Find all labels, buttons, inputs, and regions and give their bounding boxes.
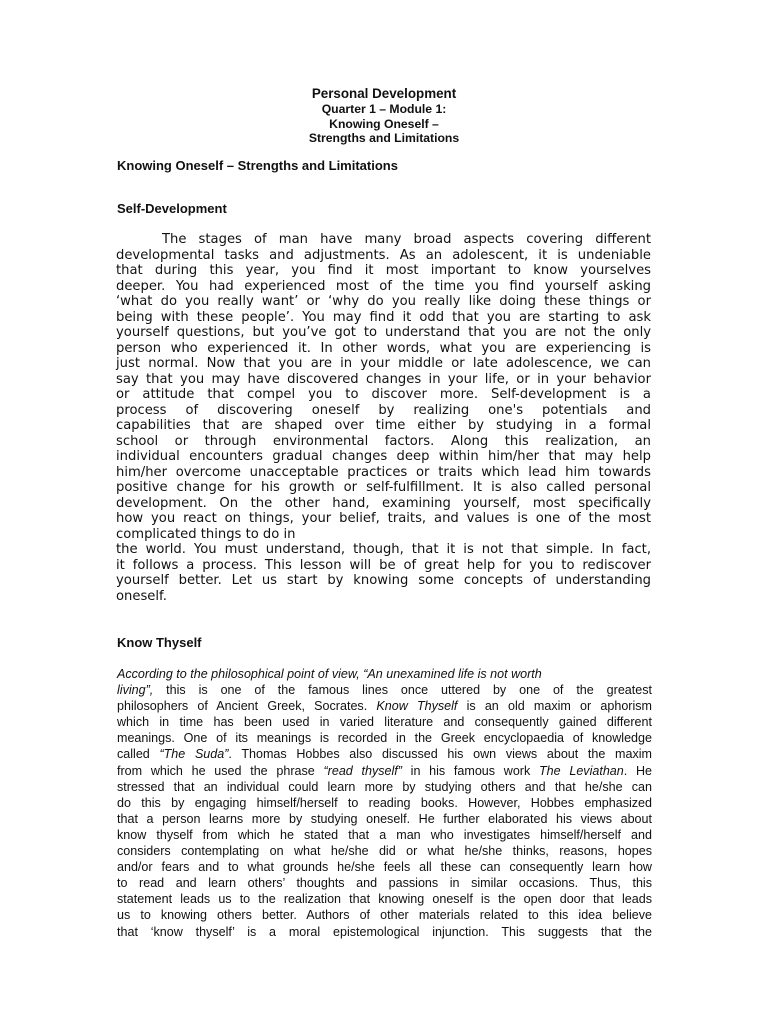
paragraph-line: deeper. You had experienced most of the time you find yourself asking	[116, 278, 651, 294]
paragraph-line: considers contemplating on what he/she did or what he/she thinks, reasons, hopes	[117, 844, 652, 859]
maxim-title: Know Thyself	[376, 699, 458, 714]
paragraph-line: yourself better. Let us start by knowing some concepts of understanding	[116, 573, 651, 588]
paragraph-line: that ‘know thyself’ is a moral epistemological injunction. This suggests that the	[117, 924, 652, 939]
paragraph-line: capabilities that are shaped over time either by studying in a formal	[116, 418, 651, 433]
paragraph-line: called “The Suda”. Thomas Hobbes also discussed his own views about the maxim	[117, 747, 652, 762]
paragraph-line: which in time has been used in varied literature and consequently gained different	[117, 715, 652, 730]
know-thyself-heading: Know Thyself	[117, 635, 202, 650]
paragraph-line: living”, this is one of the famous lines once uttered by one of the greatest	[117, 683, 652, 698]
paragraph-line: philosophers of Ancient Greek, Socrates. Know Thyself is an old maxim or aphorism	[117, 699, 652, 714]
paragraph-line: how you react on things, your belief, traits, and values is one of the most	[116, 511, 651, 526]
paragraph-line: or attitude that compel you to discover more. Self-development is a	[116, 387, 651, 402]
paragraph-line: the world. You must understand, though, that it is not that simple. In fact,	[116, 542, 651, 557]
paragraph-line: statement leads us to the realization that knowing oneself is the open door that leads	[117, 892, 652, 907]
paragraph-line: development. On the other hand, examining yourself, most specifically	[116, 495, 651, 511]
paragraph-line: ‘what do you really want’ or ‘why do you really like doing these things or	[116, 294, 651, 309]
paragraph-line: positive change for his growth or self-fulfillment. It is also called personal	[116, 480, 651, 495]
quarter-module-label: Quarter 1 – Module 1:	[321, 102, 447, 116]
paragraph-line: The stages of man have many broad aspects covering different	[162, 232, 651, 247]
quote-end: living”,	[117, 683, 154, 698]
paragraph-line: that a person learns more by studying oneself. He further elaborated his views about	[117, 811, 652, 826]
paragraph-line: stressed that an individual could learn more by studying others and that he/she can	[117, 779, 652, 794]
quote-text: According to the philosophical point of view, “An unexamined life is not worth	[117, 667, 542, 681]
paragraph-line: being with these people’. You may find it odd that you are starting to ask	[116, 309, 651, 325]
document-header	[0, 86, 768, 146]
paragraph-line: just normal. Now that you are in your middle or late adolescence, we can	[116, 356, 651, 371]
paragraph-line: yourself questions, but you’ve got to understand that you are not the only	[116, 325, 651, 340]
paragraph-line: developmental tasks and adjustments. As an adolescent, it is undeniable	[116, 247, 651, 263]
document-title: Personal Development	[311, 86, 457, 101]
paragraph-line: know thyself from which he stated that a man who investigates himself/herself and	[117, 827, 652, 842]
paragraph-line: us to knowing others better. Authors of other materials related to this idea believe	[117, 908, 652, 923]
work-title: The Leviathan	[539, 763, 624, 778]
encyclopedia-title: “The Suda”	[159, 747, 229, 762]
self-development-heading: Self-Development	[117, 201, 227, 216]
know-thyself-paragraph	[117, 666, 652, 940]
main-section-heading: Knowing Oneself – Strengths and Limitations	[117, 158, 398, 173]
paragraph-line: person who experienced it. In other words, what you are experiencing is	[116, 340, 651, 356]
paragraph-line: say that you may have discovered changes in your life, or in your behavior	[116, 371, 651, 387]
paragraph-line: that during this year, you find it most important to know yourselves	[116, 263, 651, 278]
paragraph-line: meanings. One of its meanings is recorded in the Greek encyclopaedia of knowledge	[117, 731, 652, 746]
module-title-line-1: Knowing Oneself –	[329, 116, 439, 131]
paragraph-line: individual encounters gradual changes deep within him/her that may help	[116, 449, 651, 464]
module-title-line-2: Strengths and Limitations	[308, 131, 460, 145]
paragraph-line: oneself.	[116, 588, 167, 604]
paragraph-line: process of discovering oneself by realizing one's potentials and	[116, 402, 651, 418]
paragraph-line: do this by engaging himself/herself to reading books. However, Hobbes emphasized	[117, 795, 652, 810]
paragraph-line: complicated things to do in	[116, 526, 296, 542]
paragraph-line	[117, 666, 652, 682]
paragraph-line: and/or fears and to what grounds he/she feels all these can consequently learn how	[117, 860, 652, 875]
paragraph-line: him/her overcome unacceptable practices or traits which lead him towards	[116, 464, 651, 480]
self-development-paragraph	[116, 232, 651, 604]
paragraph-line: school or through environmental factors. Along this realization, an	[116, 433, 651, 449]
paragraph-line: from which he used the phrase “read thyself” in his famous work The Leviathan. He	[117, 763, 653, 778]
phrase-read-thyself: “read thyself”	[323, 763, 402, 778]
paragraph-line: it follows a process. This lesson will be of great help for you to rediscover	[116, 557, 651, 573]
paragraph-line: to read and learn others’ thoughts and passions in similar occasions. Thus, this	[117, 876, 652, 891]
